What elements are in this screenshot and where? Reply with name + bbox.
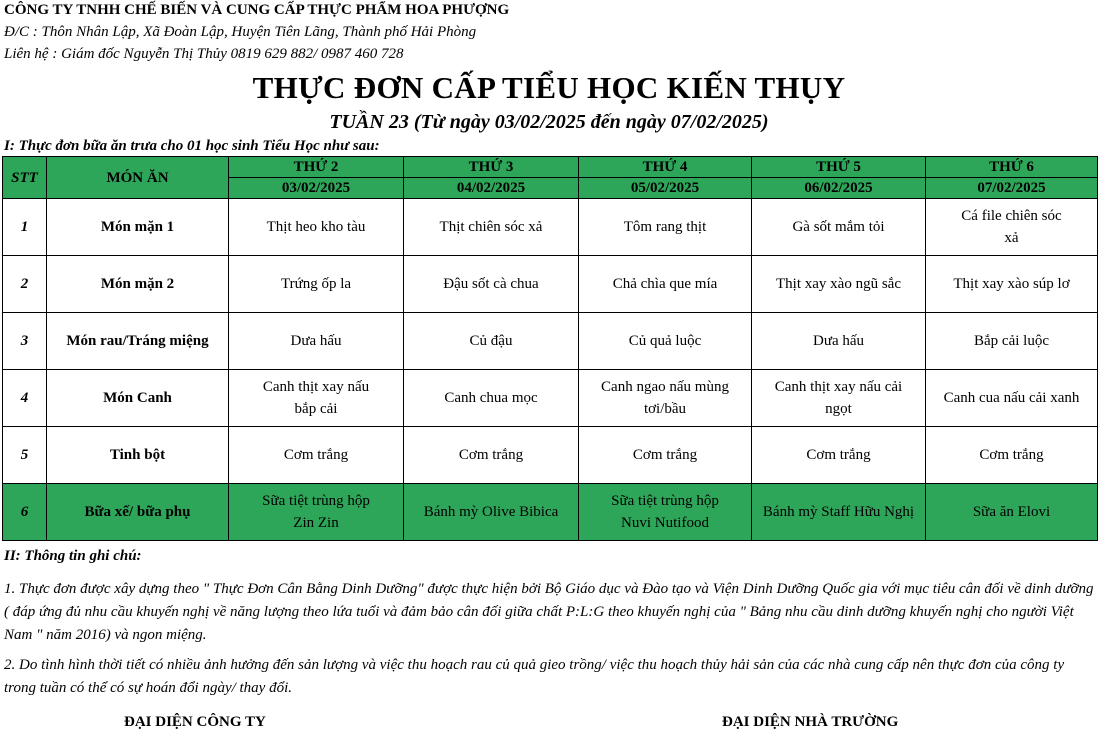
dish-category: Món mặn 2	[47, 256, 229, 313]
menu-cell: Canh chua mọc	[404, 370, 579, 427]
menu-cell: Sữa ăn Elovi	[926, 484, 1098, 541]
menu-cell: Sữa tiệt trùng hộp Zin Zin	[229, 484, 404, 541]
table-row	[3, 199, 1098, 256]
menu-cell: Củ quả luộc	[579, 313, 752, 370]
menu-cell: Bánh mỳ Olive Bibica	[404, 484, 579, 541]
company-address: Đ/C : Thôn Nhân Lập, Xã Đoàn Lập, Huyện Tiên Lãng, Thành phố Hải Phòng	[4, 24, 477, 40]
week-subtitle: TUẦN 23 (Từ ngày 03/02/2025 đến ngày 07/02/2025)	[329, 111, 769, 133]
menu-cell: Thịt xay xào ngũ sắc	[752, 256, 926, 313]
section-1-heading: I: Thực đơn bữa ăn trưa cho 01 học sinh Tiểu Học như sau:	[4, 138, 380, 154]
table-row	[3, 427, 1098, 484]
section-2-heading: II: Thông tin ghi chú:	[4, 548, 142, 564]
menu-cell: Trứng ốp la	[229, 256, 404, 313]
day-date-header: 03/02/2025	[229, 178, 404, 199]
menu-cell: Cá file chiên sóc xả	[926, 199, 1098, 256]
day-name-header: THỨ 6	[926, 157, 1098, 178]
day-date-header: 05/02/2025	[579, 178, 752, 199]
menu-cell: Sữa tiệt trùng hộp Nuvi Nutifood	[579, 484, 752, 541]
day-date-header: 06/02/2025	[752, 178, 926, 199]
company-name: CÔNG TY TNHH CHẾ BIẾN VÀ CUNG CẤP THỰC PHẨM HOA PHƯỢNG	[4, 2, 510, 18]
day-name-header: THỨ 4	[579, 157, 752, 178]
row-number: 1	[3, 199, 47, 256]
menu-cell: Bắp cải luộc	[926, 313, 1098, 370]
dish-category: Tinh bột	[47, 427, 229, 484]
table-row	[3, 313, 1098, 370]
menu-cell: Củ đậu	[404, 313, 579, 370]
row-number: 2	[3, 256, 47, 313]
day-date-header: 07/02/2025	[926, 178, 1098, 199]
menu-title: THỰC ĐƠN CẤP TIỂU HỌC KIẾN THỤY	[252, 70, 846, 105]
menu-cell: Thịt xay xào súp lơ	[926, 256, 1098, 313]
company-representative-signature: ĐẠI DIỆN CÔNG TY	[124, 714, 266, 730]
day-name-header: THỨ 5	[752, 157, 926, 178]
day-date-header: 04/02/2025	[404, 178, 579, 199]
menu-cell: Cơm trắng	[229, 427, 404, 484]
note-1: 1. Thực đơn được xây dựng theo " Thực Đơn Cân Bằng Dinh Dưỡng" được thực hiện bởi Bộ Giáo dục và Đào tạo và Viện Dinh Dưỡng Quốc gia với mục tiêu cân đối về dinh dưỡng ( đáp ứng đủ nhu cầu khuyến nghị về năng lượng theo lứa tuổi và đảm bảo cân đối giữa chất P:L:G theo khuyến nghị của " Bảng nhu cầu dinh dưỡng khuyến nghị cho người Việt Nam " năm 2016) và ngon miệng.	[4, 581, 1094, 643]
day-name-header: THỨ 3	[404, 157, 579, 178]
menu-cell: Dưa hấu	[229, 313, 404, 370]
menu-cell: Canh cua nấu cải xanh	[926, 370, 1098, 427]
row-number: 4	[3, 370, 47, 427]
dish-category: Bữa xế/ bữa phụ	[47, 484, 229, 541]
row-number: 6	[3, 484, 47, 541]
note-2: 2. Do tình hình thời tiết có nhiều ảnh hưởng đến sản lượng và việc thu hoạch rau củ quả gieo trồng/ việc thu hoạch thủy hải sản của các nhà cung cấp nên thực đơn của công ty trong tuần có thể có sự hoán đổi ngày/ thay đổi.	[4, 657, 1065, 696]
menu-cell: Canh ngao nấu mùng tơi/bầu	[579, 370, 752, 427]
menu-cell: Cơm trắng	[404, 427, 579, 484]
dish-header: MÓN ĂN	[47, 157, 229, 199]
menu-cell: Chả chìa que mía	[579, 256, 752, 313]
table-row-highlighted	[3, 484, 1098, 541]
dish-category: Món rau/Tráng miệng	[47, 313, 229, 370]
table-row	[3, 256, 1098, 313]
menu-cell: Thịt chiên sóc xả	[404, 199, 579, 256]
dish-category: Món Canh	[47, 370, 229, 427]
menu-cell: Cơm trắng	[579, 427, 752, 484]
row-number: 5	[3, 427, 47, 484]
dish-category: Món mặn 1	[47, 199, 229, 256]
menu-cell: Canh thịt xay nấu cải ngọt	[752, 370, 926, 427]
menu-cell: Đậu sốt cà chua	[404, 256, 579, 313]
menu-cell: Gà sốt mắm tỏi	[752, 199, 926, 256]
menu-cell: Dưa hấu	[752, 313, 926, 370]
row-number: 3	[3, 313, 47, 370]
company-contact: Liên hệ : Giám đốc Nguyễn Thị Thủy 0819 629 882/ 0987 460 728	[4, 46, 404, 62]
menu-cell: Canh thịt xay nấu bắp cải	[229, 370, 404, 427]
menu-cell: Tôm rang thịt	[579, 199, 752, 256]
menu-cell: Cơm trắng	[752, 427, 926, 484]
menu-cell: Cơm trắng	[926, 427, 1098, 484]
table-row	[3, 370, 1098, 427]
menu-table	[2, 156, 1098, 541]
school-representative-signature: ĐẠI DIỆN NHÀ TRƯỜNG	[722, 714, 899, 730]
stt-header: STT	[3, 157, 47, 199]
day-name-header: THỨ 2	[229, 157, 404, 178]
menu-cell: Bánh mỳ Staff Hữu Nghị	[752, 484, 926, 541]
menu-cell: Thịt heo kho tàu	[229, 199, 404, 256]
